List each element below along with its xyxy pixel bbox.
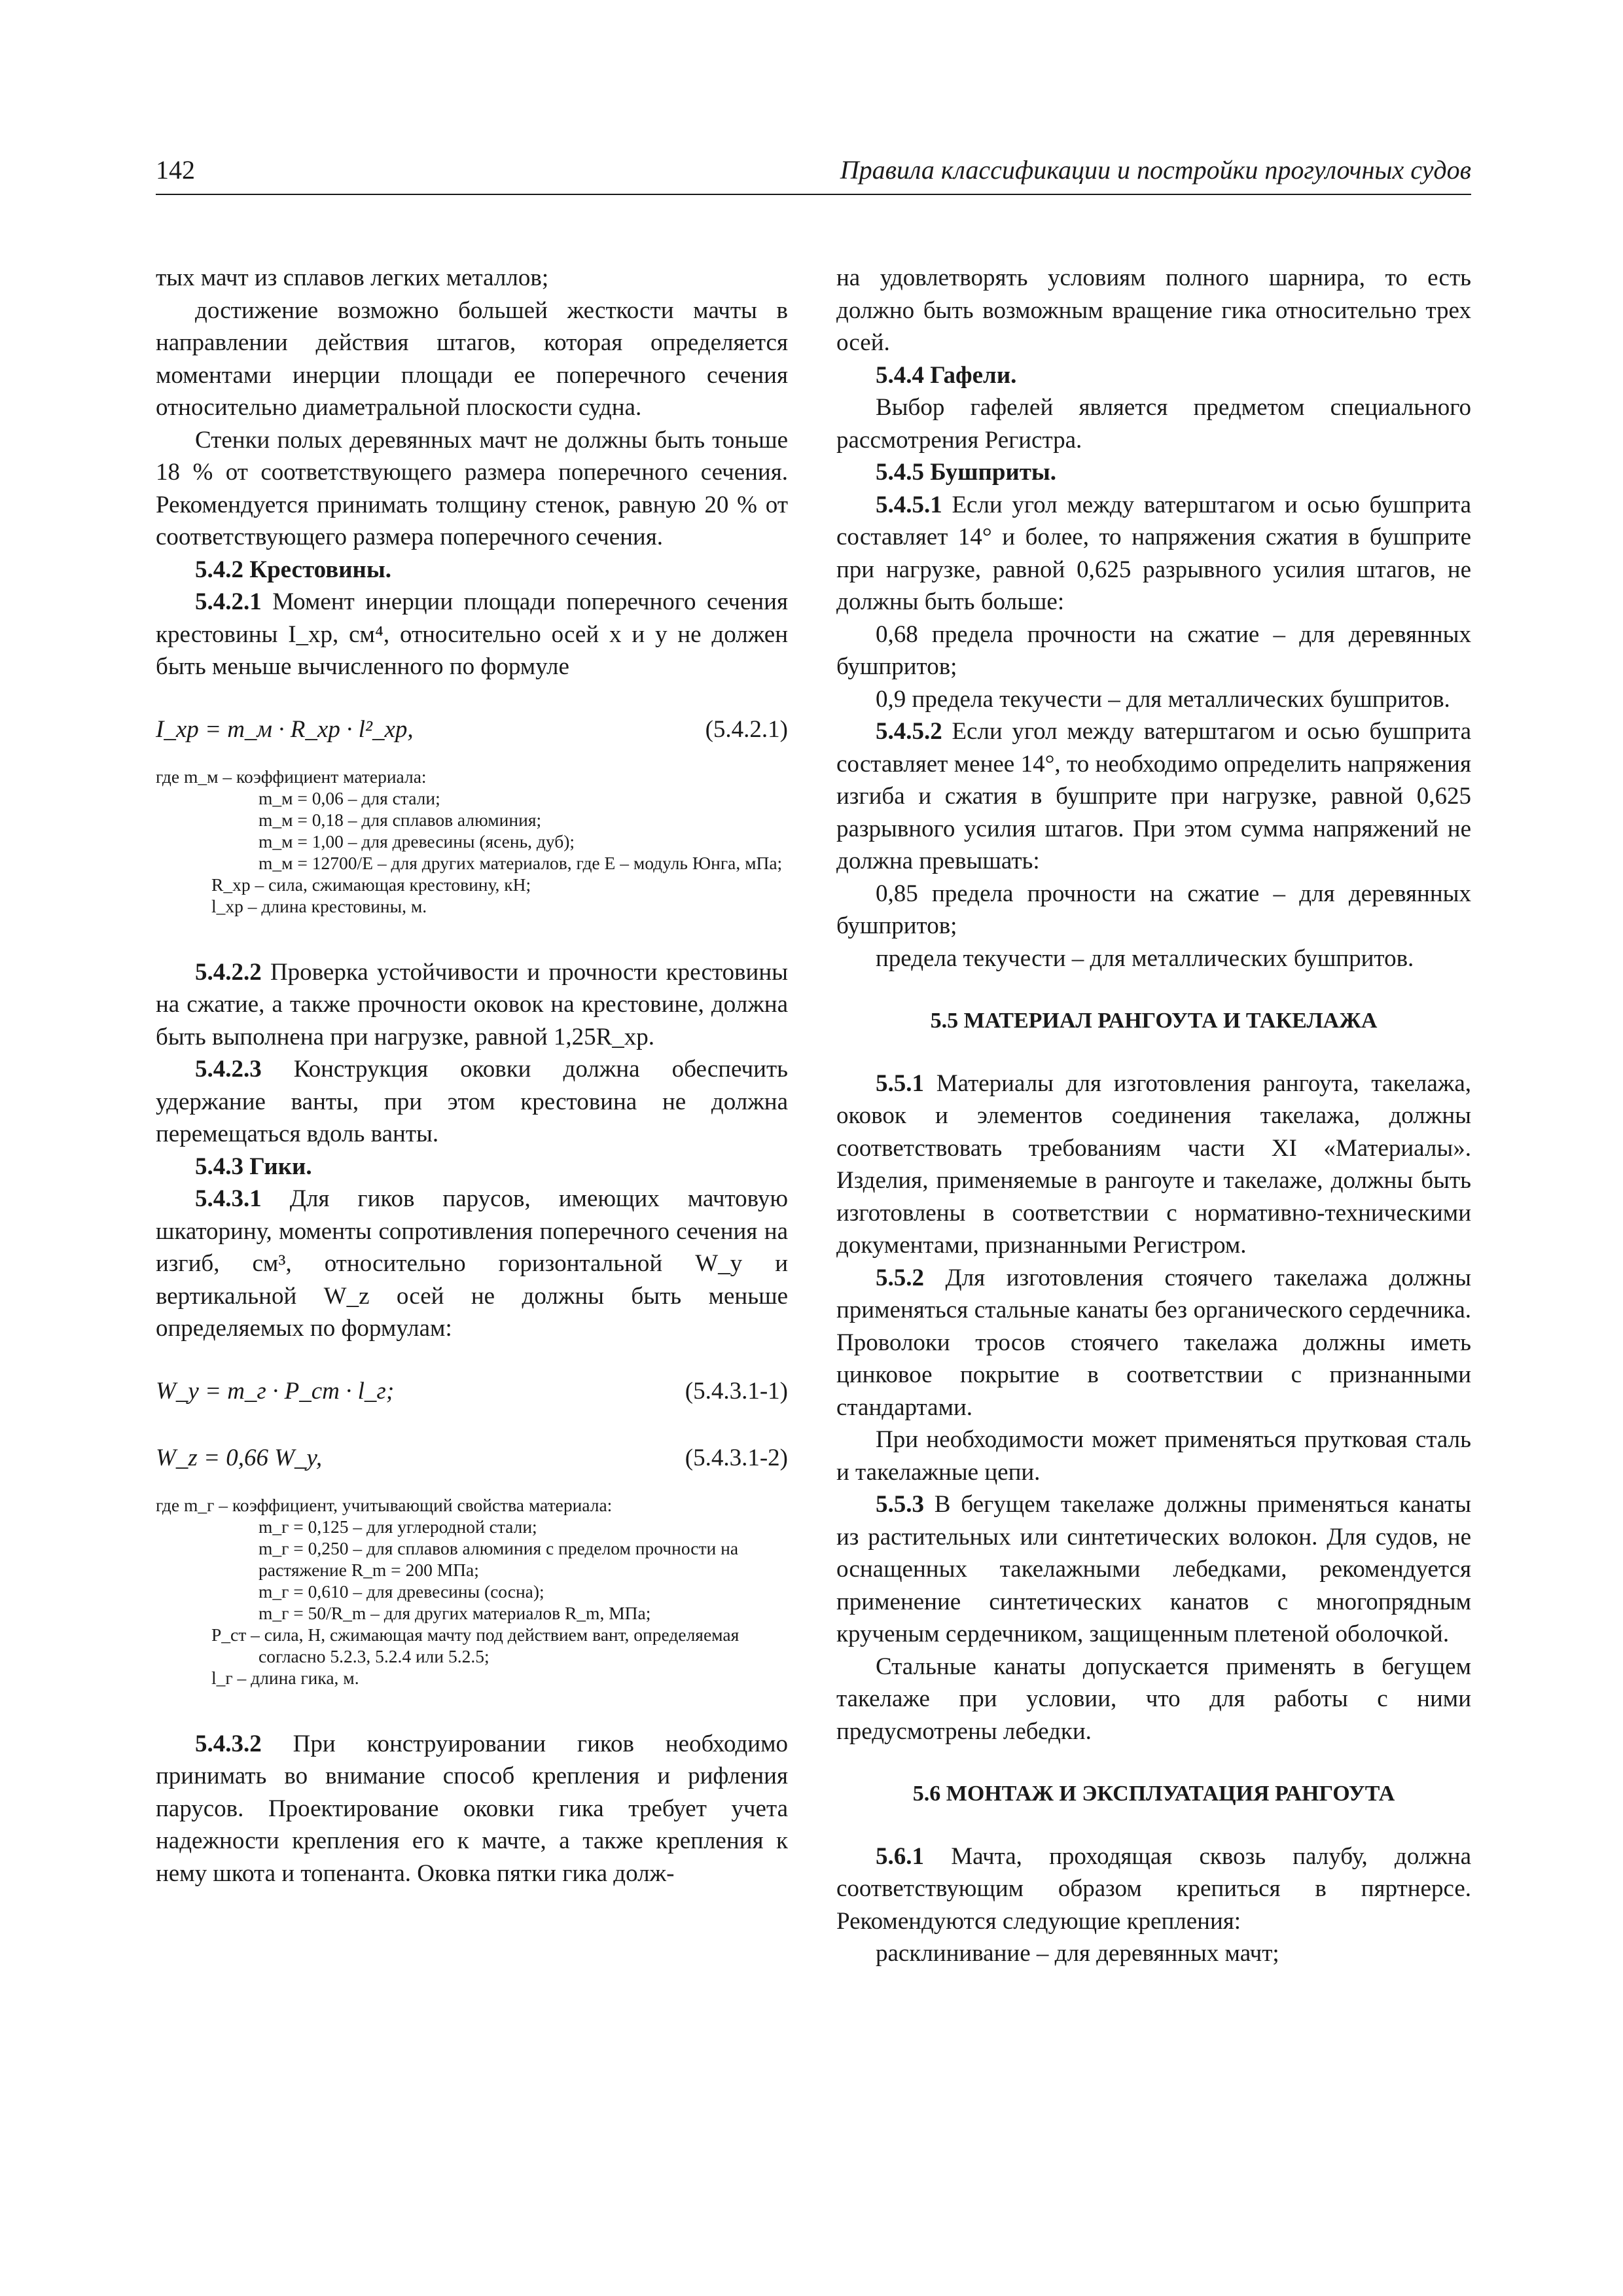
legend-item: l_г – длина гика, м. <box>211 1667 359 1688</box>
paragraph: 0,85 предела прочности на сжатие – для деревянных бушпритов; <box>836 880 1471 939</box>
paragraph: достижение возможно большей жесткости мачты в направлении действия штагов, которая определяется моментами инерции площади ее поперечного сечения относительно диаметральной плоскости судна. <box>156 296 788 421</box>
clause-number: 5.4.3.1 <box>195 1185 262 1212</box>
section-title: 5.5 МАТЕРИАЛ РАНГОУТА И ТАКЕЛАЖА <box>930 1009 1378 1033</box>
section-title: 5.6 МОНТАЖ И ЭКСПЛУАТАЦИЯ РАНГОУТА <box>912 1782 1395 1806</box>
formula-5-4-2-1 <box>156 713 788 750</box>
clause-text: Для гиков парусов, имеющих мачтовую шкаторину, моменты сопротивления поперечного сечения на изгиб, см³, относительно горизонтальной W_y и вертикальной W_z осей не должны быть меньше определяемых по формулам: <box>156 1185 789 1342</box>
clause-text: В бегущем такелаже должны применяться канаты из растительных или синтетических волокон. Для судов, не оснащенных такелажными лебедками, рекомендуется применение синтетических канатов с многопрядным крученым сердечником, защищенным плетеной оболочкой. <box>836 1491 1472 1647</box>
equation-number: (5.4.3.1-2) <box>685 1444 788 1471</box>
header-rule <box>156 194 1471 195</box>
legend-item: где m_м – коэффициент материала: <box>156 766 427 787</box>
clause-number: 5.4.2.2 <box>195 958 262 986</box>
paragraph: предела текучести – для металлических бушпритов. <box>876 944 1414 972</box>
subsection-heading: 5.4.3 Гики. <box>195 1153 312 1180</box>
legend-item: m_г = 0,125 – для углеродной стали; <box>259 1516 537 1537</box>
formula-5-4-3-1-2 <box>156 1442 788 1479</box>
clause-number: 5.5.1 <box>876 1069 924 1097</box>
paragraph: расклинивание – для деревянных мачт; <box>876 1940 1279 1967</box>
formula-legend <box>156 766 788 917</box>
clause-text: Момент инерции площади поперечного сечения крестовины I_xp, см⁴, относительно осей x и y не должен быть меньше вычисленного по формуле <box>156 588 789 680</box>
paragraph: Стенки полых деревянных мачт не должны быть тоньше 18 % от соответствующего размера поперечного сечения. Рекомендуется принимать толщину стенок, равную 20 % от соответствующего размера поперечного сечения. <box>156 426 788 550</box>
legend-item: m_м = 0,18 – для сплавов алюминия; <box>259 809 542 830</box>
paragraph <box>156 1183 788 1345</box>
formula-expression: W_z = 0,66 W_y, <box>156 1444 323 1471</box>
paragraph <box>156 956 788 1054</box>
paragraph <box>836 1488 1471 1651</box>
formula-legend <box>156 1494 788 1689</box>
paragraph: При необходимости может применяться прутковая сталь и такелажные цепи. <box>836 1426 1471 1486</box>
equation-number: (5.4.3.1-1) <box>685 1377 788 1405</box>
paragraph <box>156 586 788 683</box>
clause-number: 5.4.2.1 <box>195 588 262 615</box>
paragraph <box>836 1067 1471 1262</box>
legend-item: m_г = 0,610 – для древесины (сосна); <box>259 1581 544 1602</box>
subsection-heading: 5.4.4 Гафели. <box>876 361 1017 389</box>
paragraph <box>836 489 1471 619</box>
paragraph: 0,9 предела текучести – для металлических бушпритов. <box>876 685 1450 713</box>
legend-item: l_xp – длина крестовины, м. <box>211 895 427 916</box>
page-header <box>156 152 1471 191</box>
clause-text: Если угол между ватерштагом и осью бушприта составляет менее 14°, то необходимо определить напряжения изгиба и сжатия в бушприте при нагрузке, равной 0,625 разрывного усилия штагов. При этом сумма напряжений не должна превышать: <box>836 718 1472 874</box>
formula-expression: I_xp = m_м · R_xp · l²_xp, <box>156 715 414 743</box>
legend-item: m_м = 1,00 – для древесины (ясень, дуб); <box>259 831 575 852</box>
paragraph: Стальные канаты допускается применять в бегущем такелаже при условии, что для работы с ними предусмотрены лебедки. <box>836 1653 1471 1745</box>
clause-text: Проверка устойчивости и прочности крестовины на сжатие, а также прочности оковок на крестовине, должна быть выполнена при нагрузке, равной 1,25R_xp. <box>156 958 788 1050</box>
clause-number: 5.6.1 <box>876 1842 924 1870</box>
legend-item: m_г = 50/R_m – для других материалов R_m, МПа; <box>259 1602 651 1623</box>
paragraph: на удовлетворять условиям полного шарнира, то есть должно быть возможным вращение гика относительно трех осей. <box>836 264 1471 356</box>
formula-expression: W_y = m_г · P_ст · l_г; <box>156 1377 395 1405</box>
clause-number: 5.4.5.1 <box>876 491 942 518</box>
equation-number: (5.4.2.1) <box>705 715 788 743</box>
formula-5-4-3-1-1 <box>156 1375 788 1412</box>
clause-text: Если угол между ватерштагом и осью бушприта составляет 14° и более, то напряжения сжатия в бушприте при нагрузке, равной 0,625 разрывного усилия штагов, не должны быть больше: <box>836 491 1472 615</box>
legend-item: m_м = 12700/E – для других материалов, где E – модуль Юнга, мПа; <box>259 852 783 873</box>
subsection-heading: 5.4.5 Бушприты. <box>876 459 1057 486</box>
clause-number: 5.4.5.2 <box>876 718 942 745</box>
legend-item: m_м = 0,06 – для стали; <box>259 787 440 808</box>
subsection-heading: 5.4.2 Крестовины. <box>195 556 391 583</box>
legend-item: m_г = 0,250 – для сплавов алюминия с пределом прочности на растяжение R_m = 200 МПа; <box>259 1537 739 1580</box>
clause-text: Для изготовления стоячего такелажа должны применяться стальные канаты без органического сердечника. Проволоки тросов стоячего такелажа должны иметь цинковое покрытие в соответствии с признанными стандартами. <box>836 1264 1472 1421</box>
legend-item: P_ст – сила, Н, сжимающая мачту под действием вант, определяемая согласно 5.2.3, 5.2.4 или 5.2.5; <box>211 1624 740 1666</box>
paragraph: тых мачт из сплавов легких металлов; <box>156 264 549 291</box>
running-title: Правила классификации и постройки прогулочных судов <box>840 155 1471 185</box>
legend-item: R_xp – сила, сжимающая крестовину, кН; <box>211 874 531 895</box>
page-number: 142 <box>156 155 195 185</box>
clause-text: Конструкция оковки должна обеспечить удержание ванты, при этом крестовина не должна перемещаться вдоль ванты. <box>156 1056 788 1147</box>
paragraph <box>836 1840 1471 1938</box>
paragraph <box>836 1262 1471 1424</box>
clause-text: При конструировании гиков необходимо принимать во внимание способ крепления и рифления парусов. Проектирование оковки гика требует учета надежности крепления его к мачте, а также крепления к нему шкота и топенанта. Оковка пятки гика долж- <box>156 1730 788 1887</box>
legend-item: где m_г – коэффициент, учитывающий свойства материала: <box>156 1494 613 1515</box>
paragraph <box>836 715 1471 878</box>
clause-number: 5.5.3 <box>876 1491 924 1518</box>
clause-text: Мачта, проходящая сквозь палубу, должна соответствующим образом крепиться в пяртнерсе. Рекомендуются следующие крепления: <box>836 1842 1472 1935</box>
clause-number: 5.5.2 <box>876 1264 924 1291</box>
paragraph: Выбор гафелей является предметом специального рассмотрения Регистра. <box>836 394 1471 454</box>
clause-text: Материалы для изготовления рангоута, такелажа, оковок и элементов соединения такелажа, должны соответствовать требованиям части XI «Материалы». Изделия, применяемые в рангоуте и такелаже, должны быть изготовлены в соответствии с нормативно-техническими документами, признанными Регистром. <box>836 1069 1471 1259</box>
paragraph <box>156 1728 788 1890</box>
right-column <box>836 262 1471 1970</box>
paragraph: 0,68 предела прочности на сжатие – для деревянных бушпритов; <box>836 620 1471 680</box>
clause-number: 5.4.3.2 <box>195 1730 262 1757</box>
paragraph <box>156 1053 788 1151</box>
clause-number: 5.4.2.3 <box>195 1056 262 1083</box>
left-column <box>156 262 788 1890</box>
